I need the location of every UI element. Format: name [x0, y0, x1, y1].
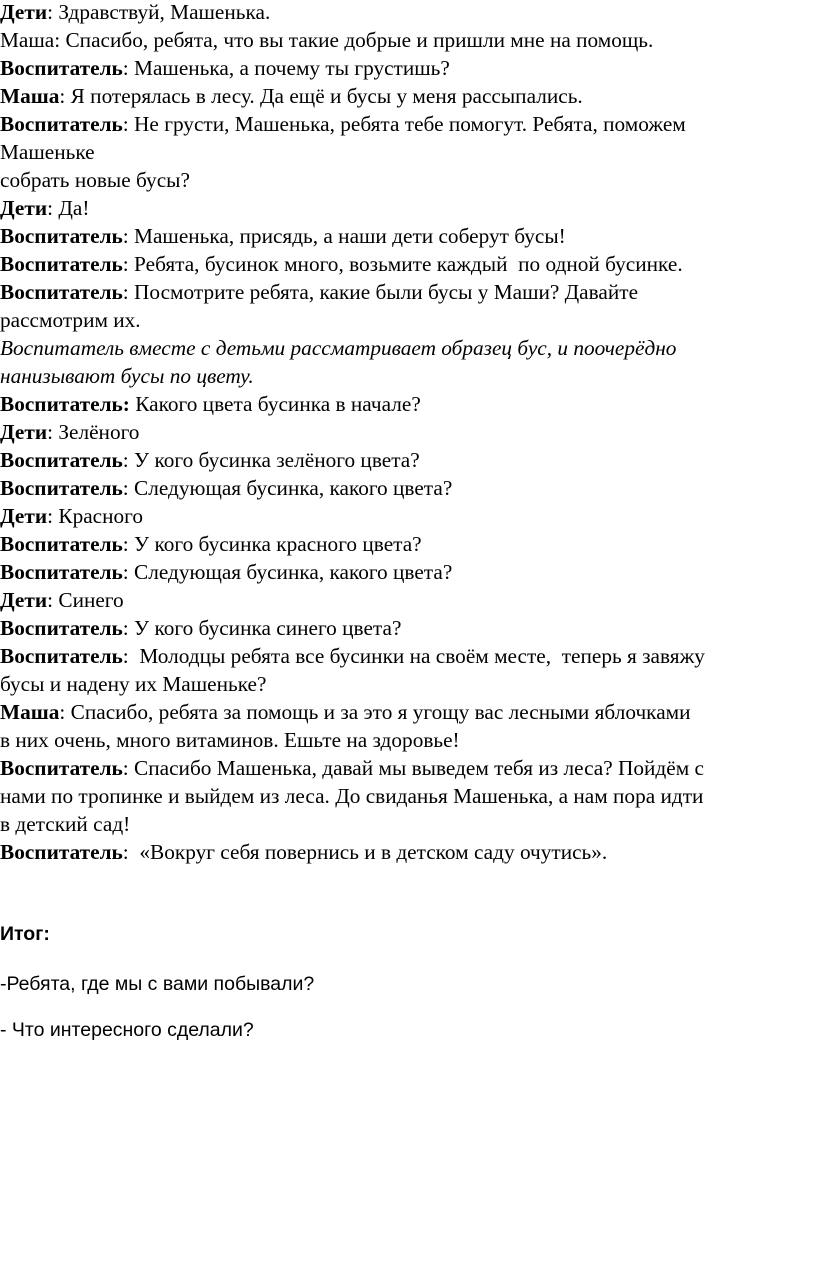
speaker-separator: :	[122, 280, 135, 304]
document-line	[0, 920, 50, 948]
speaker-name: Дети	[0, 0, 48, 24]
speaker-name: Воспитатель	[0, 644, 123, 668]
speaker-name: Дети	[0, 420, 48, 444]
speaker-name: Маша	[0, 84, 60, 108]
line-text: Маша: Спасибо, ребята, что вы такие добрые и пришли мне на помощь.	[0, 28, 654, 52]
speaker-name: Маша	[0, 700, 60, 724]
document-line	[0, 390, 421, 418]
speaker-name: Дети	[0, 504, 48, 528]
document-line	[0, 306, 141, 334]
document-line	[0, 110, 686, 138]
line-text: рассмотрим их.	[0, 308, 141, 332]
document-line	[0, 586, 124, 614]
speaker-name: Воспитатель	[0, 112, 123, 136]
speaker-name: Итог:	[0, 923, 50, 945]
document-line	[0, 362, 254, 390]
speaker-separator: :	[47, 588, 59, 612]
speaker-separator: :	[47, 0, 59, 24]
document-line	[0, 138, 95, 166]
speaker-separator: :	[122, 112, 135, 136]
line-text: У кого бусинка синего цвета?	[134, 616, 402, 640]
line-text: Машеньке	[0, 140, 95, 164]
document-line	[0, 446, 420, 474]
line-text: Я потерялась в лесу. Да ещё и бусы у меня рассыпались.	[70, 84, 583, 108]
line-text: бусы и надену их Машеньке?	[0, 672, 267, 696]
speaker-separator: :	[122, 56, 135, 80]
speaker-separator: :	[59, 84, 71, 108]
document-line	[0, 54, 450, 82]
line-text: Спасибо Машенька, давай мы выведем тебя из леса? Пойдём с	[134, 756, 704, 780]
line-text: Зелёного	[58, 420, 140, 444]
line-text: Здравствуй, Машенька.	[58, 0, 271, 24]
document-line	[0, 838, 607, 866]
line-text: нами по тропинке и выйдем из леса. До свиданья Машенька, а нам пора идти	[0, 784, 704, 808]
document-line	[0, 418, 139, 446]
line-text: Посмотрите ребята, какие были бусы у Маши? Давайте	[134, 280, 639, 304]
speaker-name: Воспитатель	[0, 224, 123, 248]
document-line	[0, 810, 130, 838]
document-line	[0, 970, 314, 998]
speaker-separator: :	[122, 224, 135, 248]
speaker-name: Воспитатель	[0, 56, 123, 80]
document-line	[0, 166, 190, 194]
document-line	[0, 82, 583, 110]
speaker-name: Воспитатель	[0, 560, 123, 584]
speaker-name: Воспитатель	[0, 252, 123, 276]
speaker-separator: :	[122, 840, 140, 864]
speaker-name: Воспитатель	[0, 616, 123, 640]
speaker-name: Воспитатель	[0, 476, 123, 500]
speaker-separator: :	[122, 448, 135, 472]
line-text: У кого бусинка красного цвета?	[134, 532, 422, 556]
document-line	[0, 334, 676, 362]
line-text: Воспитатель вместе с детьми рассматривает образец бус, и поочерёдно	[0, 336, 677, 360]
speaker-separator: :	[122, 616, 135, 640]
line-text: Какого цвета бусинка в начале?	[135, 392, 421, 416]
speaker-name: Воспитатель	[0, 280, 123, 304]
document-line	[0, 698, 691, 726]
document-line	[0, 670, 266, 698]
speaker-name: Воспитатель	[0, 756, 123, 780]
speaker-separator: :	[47, 196, 59, 220]
speaker-separator: :	[47, 420, 59, 444]
document-line	[0, 642, 705, 670]
document-line	[0, 278, 638, 306]
line-text: Следующая бусинка, какого цвета?	[134, 560, 453, 584]
speaker-separator: :	[122, 560, 135, 584]
speaker-separator: :	[47, 504, 59, 528]
speaker-separator: :	[122, 644, 140, 668]
speaker-separator: :	[59, 700, 71, 724]
speaker-name: Дети	[0, 588, 48, 612]
speaker-separator: :	[122, 532, 135, 556]
line-text: Синего	[58, 588, 124, 612]
speaker-name: Воспитатель:	[0, 392, 130, 416]
line-text: Да!	[58, 196, 90, 220]
line-text: -Ребята, где мы с вами побывали?	[0, 973, 315, 995]
speaker-separator: :	[122, 756, 135, 780]
speaker-name: Воспитатель	[0, 448, 123, 472]
document-line	[0, 530, 422, 558]
document-line	[0, 474, 452, 502]
speaker-name: Воспитатель	[0, 532, 123, 556]
line-text: Не грусти, Машенька, ребята тебе помогут. Ребята, поможем	[134, 112, 686, 136]
line-text: Красного	[58, 504, 144, 528]
document-line	[0, 26, 653, 54]
document-line	[0, 558, 452, 586]
document-line	[0, 1016, 254, 1044]
document-line	[0, 194, 89, 222]
document-line	[0, 250, 683, 278]
line-text: в детский сад!	[0, 812, 131, 836]
document-line	[0, 782, 703, 810]
line-text: нанизывают бусы по цвету.	[0, 364, 254, 388]
document-line	[0, 614, 401, 642]
line-text: У кого бусинка зелёного цвета?	[134, 448, 420, 472]
line-text: - Что интересного сделали?	[0, 1019, 254, 1041]
line-text: «Вокруг себя повернись и в детском саду очутись».	[139, 840, 608, 864]
speaker-separator: :	[122, 252, 135, 276]
document-line	[0, 0, 270, 26]
line-text: Молодцы ребята все бусинки на своём месте, теперь я завяжу	[139, 644, 705, 668]
document-line	[0, 726, 460, 754]
line-text: собрать новые бусы?	[0, 168, 190, 192]
document-line	[0, 754, 704, 782]
speaker-separator: :	[122, 476, 135, 500]
line-text: в них очень, много витаминов. Ешьте на здоровье!	[0, 728, 460, 752]
line-text: Машенька, а почему ты грустишь?	[134, 56, 450, 80]
line-text: Следующая бусинка, какого цвета?	[134, 476, 453, 500]
document-line	[0, 222, 566, 250]
line-text: Спасибо, ребята за помощь и за это я угощу вас лесными яблочками	[70, 700, 691, 724]
speaker-name: Дети	[0, 196, 48, 220]
speaker-name: Воспитатель	[0, 840, 123, 864]
document-line	[0, 502, 143, 530]
line-text: Ребята, бусинок много, возьмите каждый по одной бусинке.	[134, 252, 683, 276]
line-text: Машенька, присядь, а наши дети соберут бусы!	[134, 224, 566, 248]
